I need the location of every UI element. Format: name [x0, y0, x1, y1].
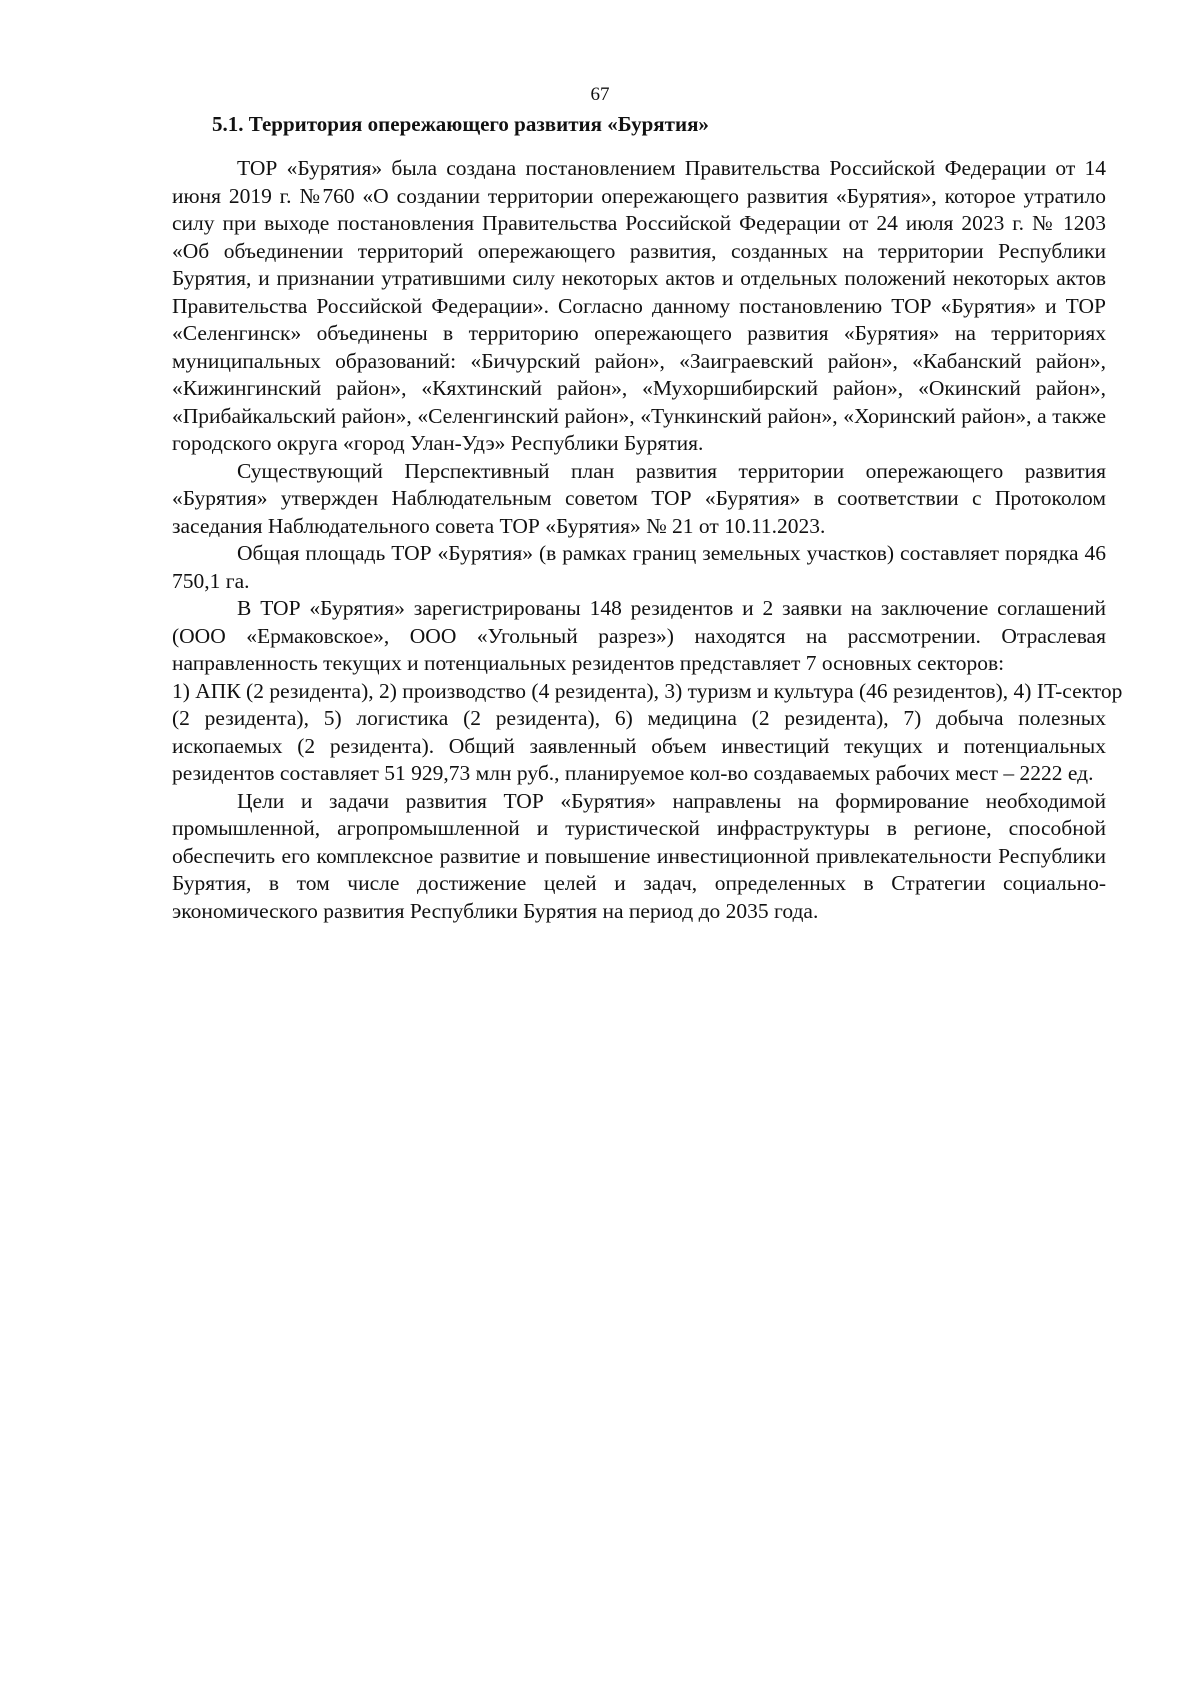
section-heading: 5.1. Территория опережающего развития «Бурятия» [212, 112, 709, 136]
page-number: 67 [590, 84, 610, 105]
paragraph-tor-history: ТОР «Бурятия» была создана постановлением Правительства Российской Федерации от 14 июня 2019 г. №760 «О создании территории опережающего развития «Бурятия», которое утратило силу при выходе постановления Правительства Российской Федерации от 24 июля 2023 г. № 1203 «Об объединении территорий опережающего развития, созданных на территории Республики Бурятия, и признании утратившими силу некоторых актов и отдельных положений некоторых актов Правительства Российской Федерации». Согласно данному постановлению ТОР «Бурятия» и ТОР «Селенгинск» объединены в территорию опережающего развития «Бурятия» на территориях муниципальных образований: «Бичурский район», «Заиграевский район», «Кабанский район», «Кижингинский район», «Кяхтинский район», «Мухоршибирский район», «Окинский район», «Прибайкальский район», «Селенгинский район», «Тункинский район», «Хоринский район», а также городского округа «город Улан-Удэ» Республики Бурятия. [172, 156, 1106, 455]
body-text [172, 155, 1123, 925]
paragraph-goals: Цели и задачи развития ТОР «Бурятия» направлены на формирование необходимой промышленной, агропромышленной и туристической инфраструктуры в регионе, способной обеспечить его комплексное развитие и повышение инвестиционной привлекательности Республики Бурятия, в том числе достижение целей и задач, определенных в Стратегии социально-экономического развития Республики Бурятия на период до 2035 года. [172, 788, 1106, 923]
paragraph-residents: В ТОР «Бурятия» зарегистрированы 148 резидентов и 2 заявки на заключение соглашений (ООО «Ермаковское», ООО «Угольный разрез») находятся на рассмотрении. Отраслевая направленность текущих и потенциальных резидентов представляет 7 основных секторов: [172, 596, 1106, 675]
paragraph-total-area: Общая площадь ТОР «Бурятия» (в рамках границ земельных участков) составляет порядка 46 750,1 га. [172, 541, 1106, 593]
paragraph-development-plan: Существующий Перспективный план развития территории опережающего развития «Бурятия» утвержден Наблюдательным советом ТОР «Бурятия» в соответствии с Протоколом заседания Наблюдательного совета ТОР «Бурятия» № 21 от 10.11.2023. [172, 458, 1106, 538]
paragraph-sectors-continued: (2 резидента), 5) логистика (2 резидента), 6) медицина (2 резидента), 7) добыча полезных ископаемых (2 резидента). Общий заявленный объем инвестиций текущих и потенциальных резидентов составляет 51 929,73 млн руб., планируемое кол-во создаваемых рабочих мест – 2222 ед. [172, 706, 1106, 785]
paragraph-sectors-list: 1) АПК (2 резидента), 2) производство (4 резидента), 3) туризм и культура (46 резидентов), 4) IT-сектор [172, 678, 1123, 703]
